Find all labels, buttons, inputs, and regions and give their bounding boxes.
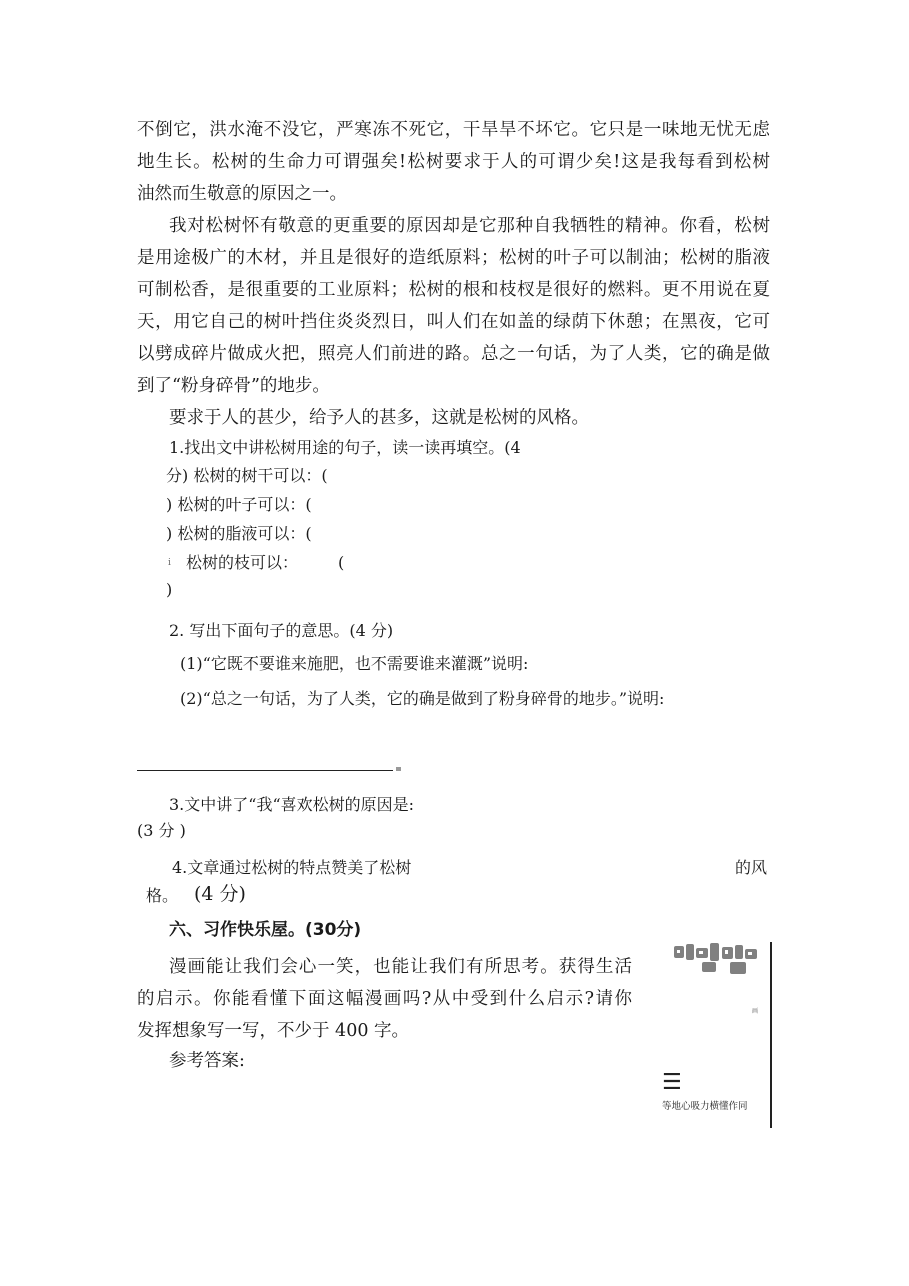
comic-image: [672, 940, 762, 980]
q1-line-4: ) 松树的脂液可以：(: [166, 524, 312, 543]
q1-line-5-label: 松树的枝可以：: [186, 553, 299, 572]
section6-line-1: 漫画能让我们会心一笑，也能让我们有所思考。获得生活: [169, 957, 632, 977]
passage-p2-line-5: 以劈成碎片做成火把，照亮人们前进的路。总之一句话，为了人类，它的确是做: [137, 344, 770, 364]
passage-p2-line-4: 天，用它自己的树叶挡住炎炎烈日，叫人们在如盖的绿荫下休憩；在黑夜，它可: [137, 312, 770, 332]
q1-line-5-paren: (: [338, 553, 345, 572]
q1-line-6: ): [166, 580, 173, 599]
answer-label: 参考答案:: [169, 1051, 245, 1071]
passage-p1-line-3: 油然而生敬意的原因之一。: [137, 184, 347, 204]
q2-sub-2: (2)“总之一句话，为了人类，它的确是做到了粉身碎骨的地步。”说明:: [180, 689, 665, 708]
passage-p2-line-6: 到了“粉身碎骨”的地步。: [137, 376, 330, 396]
q2-title: 2. 写出下面句子的意思。(4 分): [169, 621, 394, 640]
q4-left: 4.文章通过松树的特点赞美了松树: [172, 858, 412, 877]
answer-line: [137, 770, 393, 771]
q4-right: 的风: [735, 858, 768, 877]
q4-line-2-b: (4 分): [194, 883, 246, 905]
section6-line-2: 的启示。你能看懂下面这幅漫画吗?从中受到什么启示?请你: [137, 989, 632, 1009]
section6-heading: 六、习作快乐屋。(30分): [169, 920, 362, 940]
section6-line-3: 发挥想象写一写，不少于 400 字。: [137, 1021, 410, 1041]
comic-note: 画: [752, 1008, 759, 1015]
passage-p3: 要求于人的甚少，给予人的甚多，这就是松树的风格。: [169, 408, 589, 428]
q3-line-1: 3.文中讲了“我“喜欢松树的原因是:: [169, 795, 415, 814]
passage-p2-line-1: 我对松树怀有敬意的更重要的原因却是它那种自我牺牲的精神。你看，松树: [169, 216, 770, 236]
q1-line-1: 1.找出文中讲松树用途的句子，读一读再填空。(4: [169, 438, 521, 457]
q2-sub-1: (1)“它既不要谁来施肥，也不需要谁来灌溉”说明:: [180, 654, 529, 673]
menu-lines-icon: ☰: [662, 1070, 682, 1095]
q4-line-2-a: 格。: [146, 886, 179, 905]
q3-line-2: (3 分 ): [137, 821, 186, 840]
rule-mark: [396, 767, 401, 771]
comic-border: [770, 942, 772, 1128]
q1-line-2: 分) 松树的树干可以：(: [166, 466, 328, 485]
passage-p1-line-2: 地生长。松树的生命力可谓强矣!松树要求于人的可谓少矣!这是我每看到松树: [137, 152, 770, 172]
q1-line-3: ) 松树的叶子可以：(: [166, 495, 312, 514]
passage-p2-line-3: 可制松香，是很重要的工业原料；松树的根和枝杈是很好的燃料。更不用说在夏: [137, 280, 770, 300]
q1-line-5-mark: i: [168, 558, 171, 568]
passage-p1-line-1: 不倒它，洪水淹不没它，严寒冻不死它，干旱旱不坏它。它只是一味地无忧无虑: [137, 120, 770, 140]
comic-caption: 等地心吸力横懂作同: [662, 1101, 748, 1112]
passage-p2-line-2: 是用途极广的木材，并且是很好的造纸原料；松树的叶子可以制油；松树的脂液: [137, 248, 770, 268]
